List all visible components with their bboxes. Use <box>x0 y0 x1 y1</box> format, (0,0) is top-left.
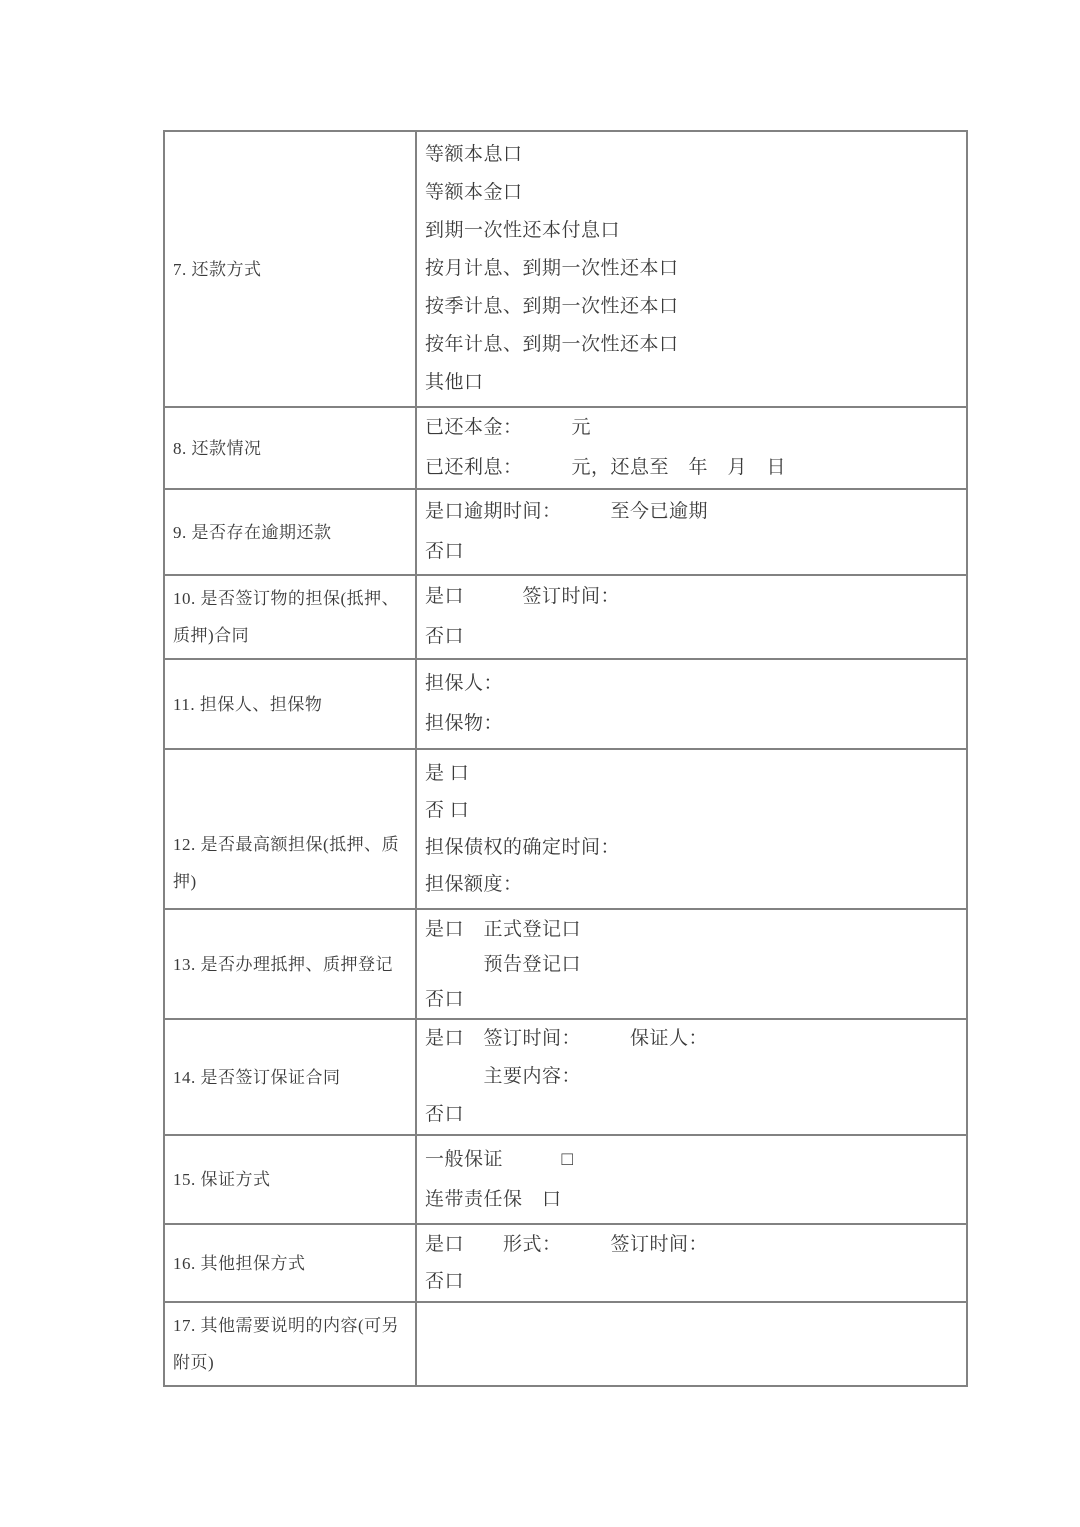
row-label: 14. 是否签订保证合同 <box>173 1067 341 1087</box>
table-row <box>165 490 966 576</box>
row-content <box>417 660 966 748</box>
row-label: 10. 是否签订物的担保(抵押、质押)合同 <box>173 589 400 645</box>
content-line: 主要内容： <box>425 1066 582 1087</box>
row-label: 16. 其他担保方式 <box>173 1253 306 1273</box>
content-line: 否口 <box>425 541 465 562</box>
content-line: 到期一次性还本付息口 <box>425 220 621 241</box>
row-label-cell <box>165 490 417 574</box>
content-line: 等额本息口 <box>425 144 523 165</box>
row-label: 12. 是否最高额担保(抵押、质押) <box>173 835 400 891</box>
row-content <box>417 576 966 658</box>
row-label: 13. 是否办理抵押、质押登记 <box>173 954 393 974</box>
row-content <box>417 490 966 574</box>
row-label-cell <box>165 1225 417 1301</box>
row-label-cell <box>165 408 417 488</box>
content-line: 否口 <box>425 626 465 647</box>
content-line: 预告登记口 <box>425 953 582 975</box>
content-line: 已还利息： 元，还息至 年 月 日 <box>425 457 787 478</box>
content-line: 担保人： <box>425 673 504 694</box>
content-line: 是口逾期时间： 至今已逾期 <box>425 501 709 522</box>
row-content <box>417 1136 966 1223</box>
row-label-cell <box>165 660 417 748</box>
row-label: 9. 是否存在逾期还款 <box>173 522 332 542</box>
row-content <box>417 910 966 1018</box>
row-label: 8. 还款情况 <box>173 438 262 458</box>
content-line: 否 口 <box>425 800 470 821</box>
content-line: 按年计息、到期一次性还本口 <box>425 334 679 355</box>
content-line: 担保额度： <box>425 874 523 895</box>
content-line: 担保物： <box>425 713 504 734</box>
table-row <box>165 132 966 408</box>
table-row <box>165 750 966 910</box>
content-line: 是口 签订时间： <box>425 586 621 607</box>
row-label: 11. 担保人、担保物 <box>173 694 323 714</box>
content-line: 是口 正式登记口 <box>425 918 582 940</box>
table-row <box>165 660 966 750</box>
content-line: 否口 <box>425 1271 465 1292</box>
row-label: 15. 保证方式 <box>173 1170 271 1189</box>
table-row <box>165 1020 966 1136</box>
row-content <box>417 408 966 488</box>
content-line: 担保债权的确定时间： <box>425 837 621 858</box>
content-line: 连带责任保 口 <box>425 1188 562 1210</box>
table-row <box>165 408 966 490</box>
table-row <box>165 1225 966 1303</box>
content-line: 否口 <box>425 988 465 1010</box>
table-row <box>165 910 966 1020</box>
content-line: 是 口 <box>425 763 470 784</box>
row-content <box>417 132 966 406</box>
row-label-cell <box>165 1303 417 1385</box>
row-content <box>417 750 966 908</box>
row-label-cell <box>165 132 417 406</box>
loan-form-table <box>163 130 968 1387</box>
row-content <box>417 1225 966 1301</box>
row-label-cell <box>165 750 417 908</box>
row-label: 17. 其他需要说明的内容(可另附页) <box>173 1316 400 1372</box>
row-label-cell <box>165 576 417 658</box>
row-label-cell <box>165 1136 417 1223</box>
row-label: 7. 还款方式 <box>173 259 262 279</box>
row-content <box>417 1020 966 1134</box>
content-line: 一般保证 □ <box>425 1148 574 1170</box>
table-row <box>165 576 966 660</box>
content-line: 已还本金： 元 <box>425 417 592 438</box>
content-line: 否口 <box>425 1104 465 1125</box>
row-content <box>417 1303 966 1385</box>
row-label-cell <box>165 910 417 1018</box>
content-line: 按月计息、到期一次性还本口 <box>425 258 679 279</box>
content-line: 等额本金口 <box>425 182 523 203</box>
content-line: 按季计息、到期一次性还本口 <box>425 296 679 317</box>
table-row <box>165 1303 966 1385</box>
content-line: 是口 签订时间： 保证人： <box>425 1028 709 1049</box>
content-line: 是口 形式： 签订时间： <box>425 1234 709 1255</box>
row-label-cell <box>165 1020 417 1134</box>
content-line: 其他口 <box>425 372 484 393</box>
table-row <box>165 1136 966 1225</box>
